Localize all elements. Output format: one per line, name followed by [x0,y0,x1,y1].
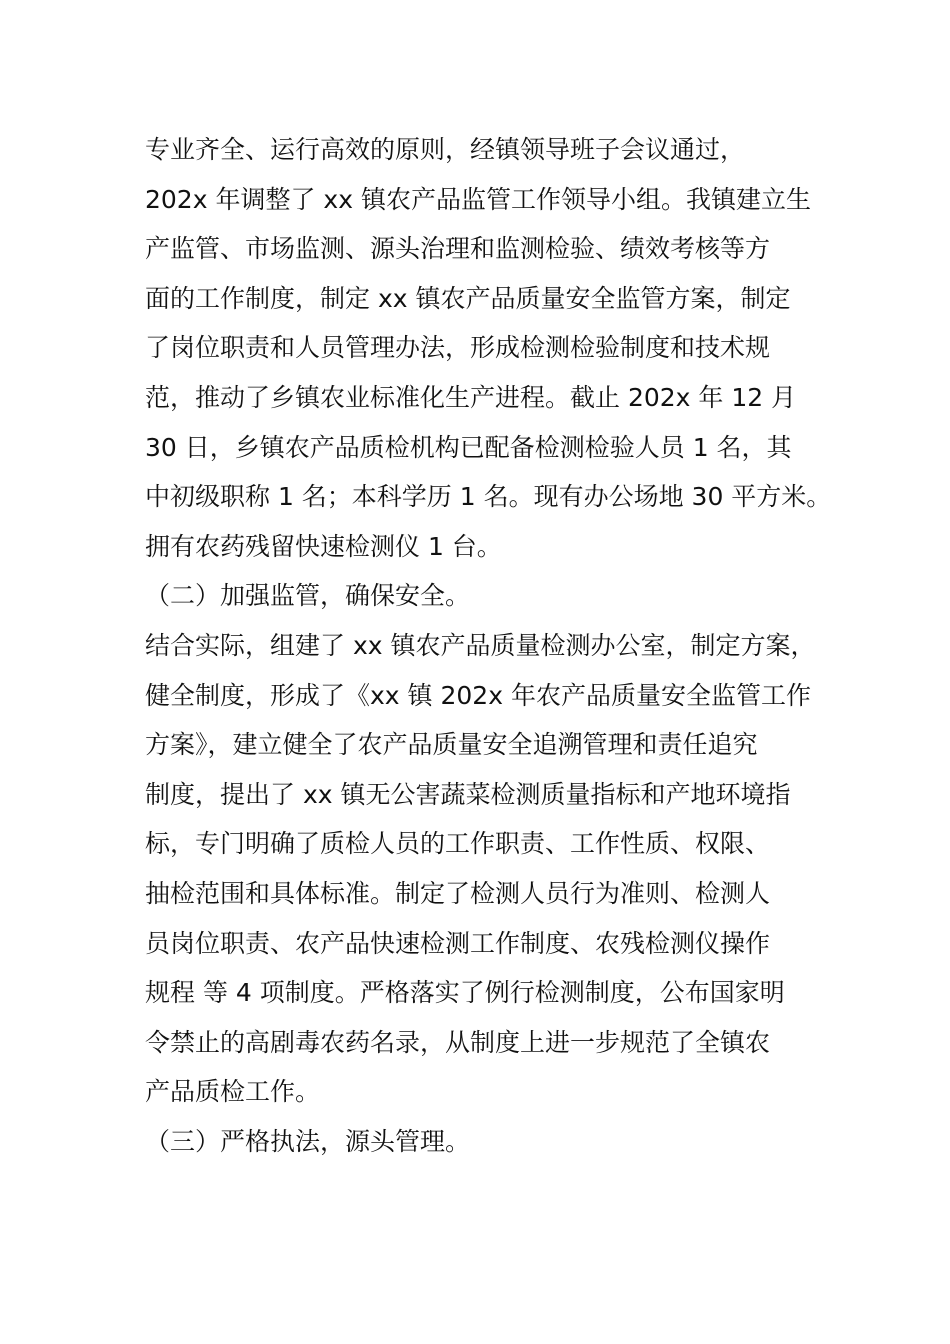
text-line: 范，推动了乡镇农业标准化生产进程。截止 202x 年 12 月 [145,382,797,412]
text-line: 中初级职称 1 名；本科学历 1 名。现有办公场地 30 平方米。 [145,482,832,512]
text-line: 了岗位职责和人员管理办法，形成检测检验制度和技术规 [145,333,771,363]
text-line: 结合实际，组建了 xx 镇农产品质量检测办公室，制定方案， [145,630,816,660]
text-line: 拥有农药残留快速检测仪 1 台。 [145,531,502,561]
text-line: 专业齐全、运行高效的原则，经镇领导班子会议通过， [145,135,746,164]
text-line: 方案》，建立健全了农产品质量安全追溯管理和责任追究 [145,730,758,760]
text-line: 令禁止的高剧毒农药名录，从制度上进一步规范了全镇农 [145,1027,771,1057]
text-line: 产监管、市场监测、源头治理和监测检验、绩效考核等方 [145,234,771,264]
section-heading: （三）严格执法，源头管理。 [145,1126,471,1156]
text-line: 202x 年调整了 xx 镇农产品监管工作领导小组。我镇建立生 [145,184,811,214]
text-line: 健全制度，形成了《xx 镇 202x 年农产品质量安全监管工作 [145,680,811,710]
text-line: 抽检范围和具体标准。制定了检测人员行为准则、检测人 [145,878,771,908]
text-line: 30 日，乡镇农产品质检机构已配备检测检验人员 1 名，其 [145,432,792,462]
text-line: 标，专门明确了质检人员的工作职责、工作性质、权限、 [145,829,771,859]
text-line: 规程 等 4 项制度。严格落实了例行检测制度，公布国家明 [145,978,785,1008]
text-line: 员岗位职责、农产品快速检测工作制度、农残检测仪操作 [145,928,771,958]
text-line: 产品质检工作。 [145,1077,321,1107]
document-body [145,125,832,1166]
text-line: 制度，提出了 xx 镇无公害蔬菜检测质量指标和产地环境指 [145,779,791,809]
section-heading: （二）加强监管，确保安全。 [145,581,471,611]
text-line: 面的工作制度，制定 xx 镇农产品质量安全监管方案，制定 [145,283,791,313]
